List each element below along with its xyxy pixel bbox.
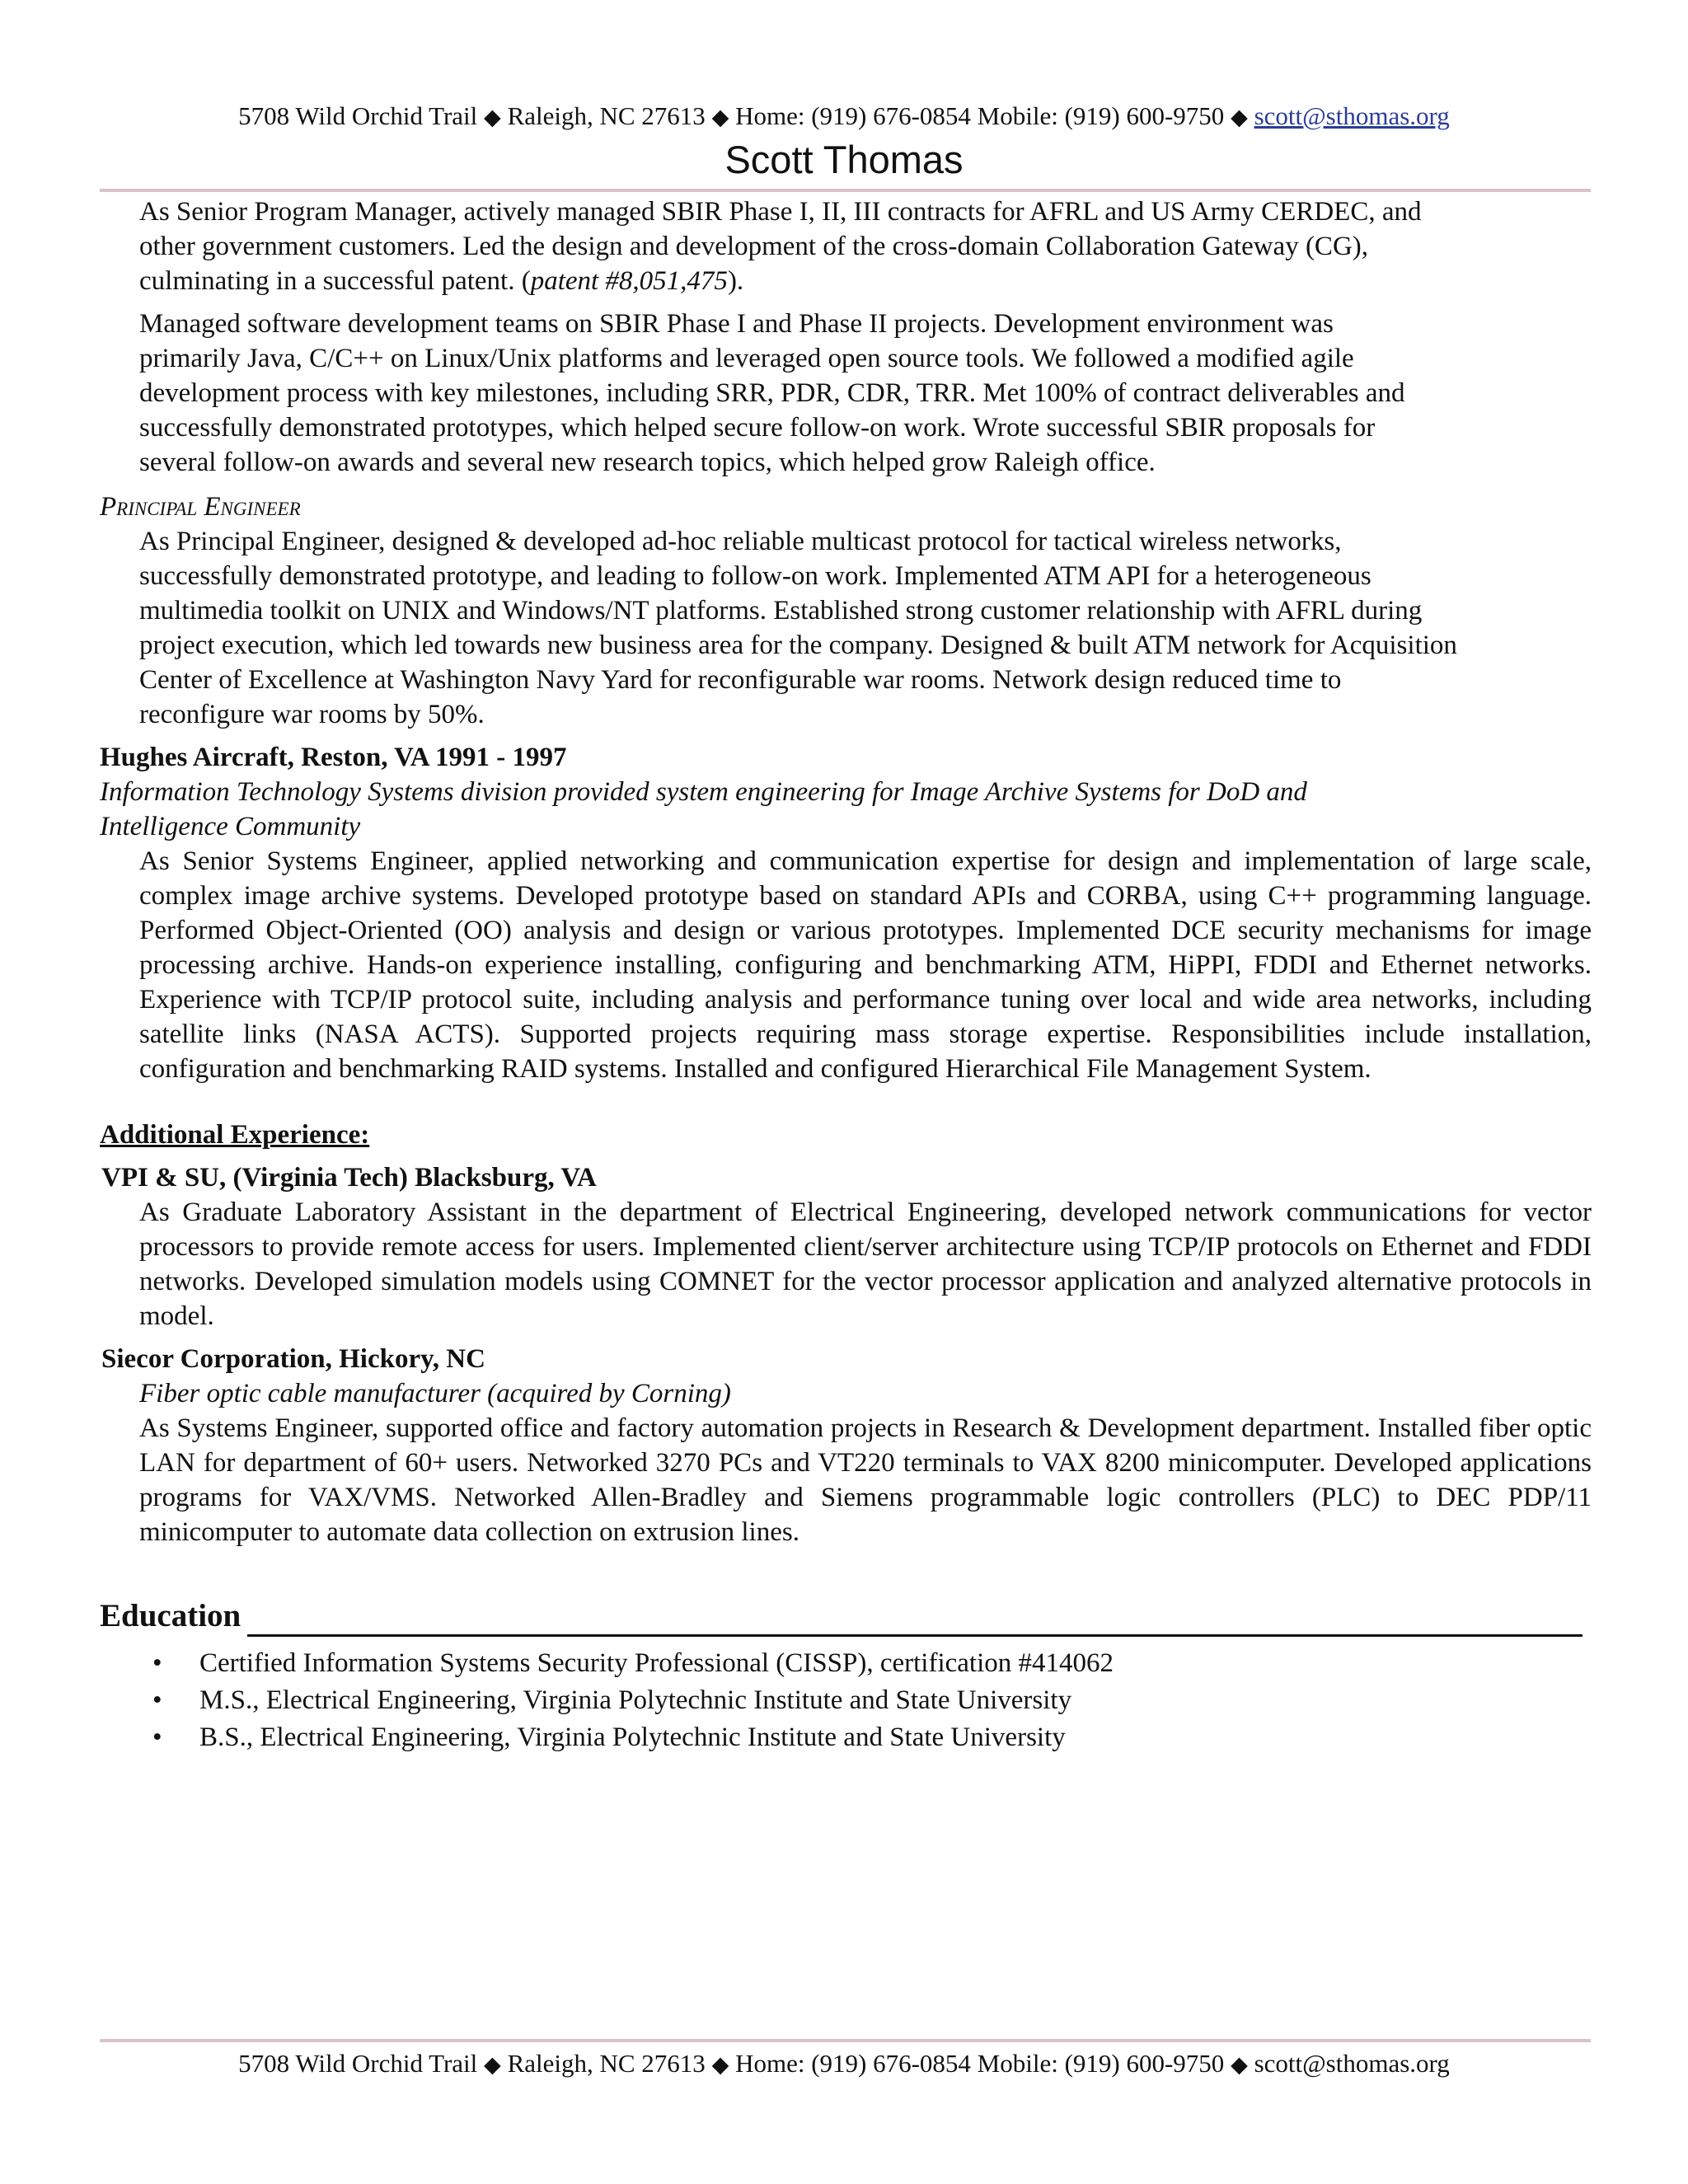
bullet-icon: • xyxy=(152,1722,162,1752)
company-hughes-description: Information Technology Systems division provided system engineering for Image Archive Systems for DoD and Intelligence Community xyxy=(100,777,1307,841)
additional-experience-heading: Additional Experience: xyxy=(100,1120,370,1150)
diamond-separator-icon: ◆ xyxy=(711,105,729,130)
footer-address: 5708 Wild Orchid Trail xyxy=(238,2049,478,2078)
education-heading-rule xyxy=(247,1601,1582,1637)
education-item xyxy=(100,1719,1592,1756)
principal-paragraph: As Principal Engineer, designed & developed ad-hoc reliable multicast protocol for tactical wireless networks, successfully demonstrated prototype, and leading to follow-on work. Implemented ATM API for a heterogeneous multimedia toolkit on UNIX and Windows/NT platforms. Established strong customer relationship with AFRL during project execution, which led towards new business area for the company. Designed & built ATM network for Acquisition Center of Excellence at Washington Navy Yard for reconfigurable war rooms. Network design reduced time to reconfigure war rooms by 50%. xyxy=(139,527,1457,729)
vpi-paragraph: As Graduate Laboratory Assistant in the department of Electrical Engineering, developed network communications for vector processors to provide remote access for users. Implemented client/server architecture using TCP/IP protocols on Ethernet and FDDI networks. Developed simulation models using COMNET for the vector processor application and analyzed alternative protocols in model. xyxy=(139,1197,1592,1331)
intro-paragraph-2: Managed software development teams on SBIR Phase I and Phase II projects. Development environment was primarily Java, C/C++ on Linux/Unix platforms and leveraged open source tools. We followed a modified agile development process with key milestones, including SRR, PDR, CDR, TRR. Met 100% of contract deliverables and successfully demonstrated prototypes, which helped secure follow-on work. Wrote successful SBIR proposals for several follow-on awards and several new research topics, which helped grow Raleigh office. xyxy=(139,309,1405,477)
diamond-separator-icon: ◆ xyxy=(484,105,501,130)
footer-contact-line xyxy=(0,2047,1688,2082)
diamond-separator-icon: ◆ xyxy=(484,2052,501,2078)
header-email-link[interactable]: scott@sthomas.org xyxy=(1254,101,1450,130)
footer-city: Raleigh, NC 27613 xyxy=(507,2049,706,2078)
intro-text-1-end: ). xyxy=(727,266,744,296)
patent-number: patent #8,051,475 xyxy=(530,266,728,296)
company-siecor-description: Fiber optic cable manufacturer (acquired by Corning) xyxy=(139,1379,731,1408)
company-siecor: Siecor Corporation, Hickory, NC xyxy=(101,1344,485,1374)
education-item-text: B.S., Electrical Engineering, Virginia Polytechnic Institute and State University xyxy=(199,1722,1066,1752)
education-heading-text: Education xyxy=(100,1598,241,1633)
footer-phones: Home: (919) 676-0854 Mobile: (919) 600-9750 xyxy=(735,2049,1225,2078)
resume-name: Scott Thomas xyxy=(724,138,964,181)
education-item-text: Certified Information Systems Security Professional (CISSP), certification #414062 xyxy=(199,1648,1114,1678)
education-item xyxy=(100,1682,1592,1719)
resume-body xyxy=(100,194,1592,1756)
role-title-principal: Principal Engineer xyxy=(100,492,301,522)
bullet-icon: • xyxy=(152,1648,162,1678)
bullet-icon: • xyxy=(152,1685,162,1715)
header-city: Raleigh, NC 27613 xyxy=(507,101,706,130)
intro-paragraph-1 xyxy=(139,194,1592,298)
header-divider xyxy=(100,189,1591,192)
company-vpi: VPI & SU, (Virginia Tech) Blacksburg, VA xyxy=(101,1163,597,1193)
footer-divider xyxy=(100,2039,1591,2042)
education-item-text: M.S., Electrical Engineering, Virginia Polytechnic Institute and State University xyxy=(199,1685,1072,1715)
intro-text-1: As Senior Program Manager, actively managed SBIR Phase I, II, III contracts for AFRL and US Army CERDEC, and other government customers. Led the design and development of the cross-domain Collaboration Gateway (CG), culminating in a successful patent. ( xyxy=(139,197,1422,296)
diamond-separator-icon: ◆ xyxy=(1231,105,1248,130)
header-contact-line xyxy=(0,100,1688,134)
education-list xyxy=(100,1645,1592,1756)
education-item xyxy=(100,1645,1592,1682)
footer-email: scott@sthomas.org xyxy=(1254,2049,1450,2078)
header-address: 5708 Wild Orchid Trail xyxy=(238,101,478,130)
education-heading xyxy=(100,1596,1592,1637)
diamond-separator-icon: ◆ xyxy=(1231,2052,1248,2078)
siecor-paragraph: As Systems Engineer, supported office and factory automation projects in Research & Development department. Installed fiber optic LAN for department of 60+ users. Networked 3270 PCs and VT220 terminals to VAX 8200 minicomputer. Developed applications programs for VAX/VMS. Networked Allen-Bradley and Siemens programmable logic controllers (PLC) to DEC PDP/11 minicomputer to automate data collection on extrusion lines. xyxy=(139,1413,1592,1547)
company-hughes: Hughes Aircraft, Reston, VA 1991 - 1997 xyxy=(100,743,567,772)
hughes-paragraph: As Senior Systems Engineer, applied networking and communication expertise for design and implementation of large scale, complex image archive systems. Developed prototype based on standard APIs and CORBA, using C++ programming language. Performed Object-Oriented (OO) analysis and design or various prototypes. Implemented DCE security mechanisms for image processing archive. Hands-on experience installing, configuring and benchmarking ATM, HiPPI, FDDI and Ethernet networks. Experience with TCP/IP protocol suite, including analysis and performance tuning over local and wide area networks, including satellite links (NASA ACTS). Supported projects requiring mass storage expertise. Responsibilities include installation, configuration and benchmarking RAID systems. Installed and configured Hierarchical File Management System. xyxy=(139,846,1592,1084)
header-phones: Home: (919) 676-0854 Mobile: (919) 600-9750 xyxy=(735,101,1225,130)
diamond-separator-icon: ◆ xyxy=(711,2052,729,2078)
